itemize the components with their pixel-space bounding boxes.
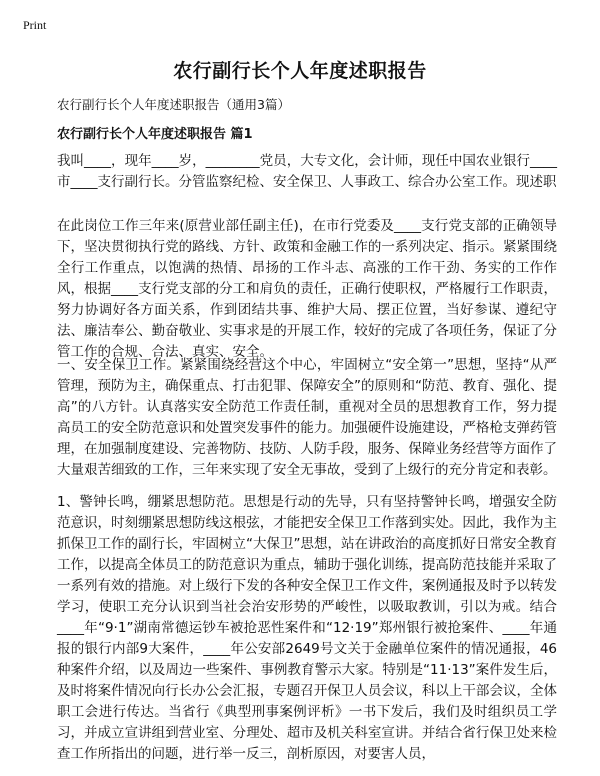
paragraph-intro: 我叫____，现年____岁，________党员，大专文化，会计师，现任中国农业银行____市____支行副行长。分管监察纪检、安全保卫、人事政工、综合办公室工作。现述职 [57,153,557,190]
print-link[interactable]: Print [23,18,47,32]
document-subtitle: 农行副行长个人年度述职报告（通用3篇） [57,97,290,112]
paragraph-overview: 在此岗位工作三年来(原营业部任副主任)，在市行党委及____支行党支部的正确领导下，坚决贯彻执行党的路线、方针、政策和金融工作的一系列决定、指示。紧紧围绕全行工作重点，以饱满的热情、昂扬的工作斗志、高涨的工作干劲、务实的工作作风，根据____支行党支部的分工和肩负的责任，正确行使职权，严格履行工作职责，努力协调好各方面关系，作到团结共事、维护大局、摆正位置，当好参谋、遵纪守法、廉洁奉公、勤奋敬业、实事求是的开展工作，较好的完成了各项任务，保证了分管工作的合规、合法、真实、安全。 [57,218,557,360]
paragraph-security-work: 一、安全保卫工作。紧紧围绕经营这个中心，牢固树立“安全第一”思想，坚持“从严管理，预防为主，确保重点、打击犯罪、保障安全”的原则和“防范、教育、强化、提高”的八方针。认真落实安全防范工作责任制，重视对全员的思想教育工作，努力提高员工的安全防范意识和处置突发事件的能力。加强硬件设施建设，严格枪支弹药管理，在加强制度建设、完善物防、技防、人防手段，服务、保障业务经营等方面作了大量艰苦细致的工作，三年来实现了安全无事故，受到了上级行的充分肯定和表彰。 [57,357,557,478]
paragraph-alarm-awareness: 1、警钟长鸣，绷紧思想防范。思想是行动的先导，只有坚持警钟长鸣，增强安全防范意识，时刻绷紧思想防线这根弦，才能把安全保卫工作落到实处。因此，我作为主抓保卫工作的副行长，牢固树立“大保卫”思想，站在讲政治的高度抓好日常安全教育工作，以提高全体员工的防范意识为重点，辅助于强化训练，提高防范技能并采取了一系列有效的措施。对上级行下发的各种安全保卫工作文件，案例通报及时予以转发学习，使职工充分认识到当社会治安形势的严峻性，以吸取教训，引以为戒。结合____年“9·1”湖南常德运钞车被抢恶性案件和“12·19”郑州银行被抢案件、____年通报的银行内部9大案件，____年公安部2649号文关于金融单位案件的情况通报，46种案件介绍，以及周边一些案件、事例教育警示大家。特别是“11·13”案件发生后，及时将案件情况向行长办公会汇报，专题召开保卫人员会议，科以上干部会议，全体职工会进行传达。当省行《典型刑事案例评析》一书下发后，我们及时组织员工学习，并成立宣讲组到营业室、分理处、超市及机关科室宣讲。并结合省行保卫处来检查工作所指出的问题，进行举一反三，剖析原因，对要害人员， [57,494,557,762]
section-heading: 农行副行长个人年度述职报告 篇1 [57,127,253,142]
document-title: 农行副行长个人年度述职报告 [173,60,427,82]
